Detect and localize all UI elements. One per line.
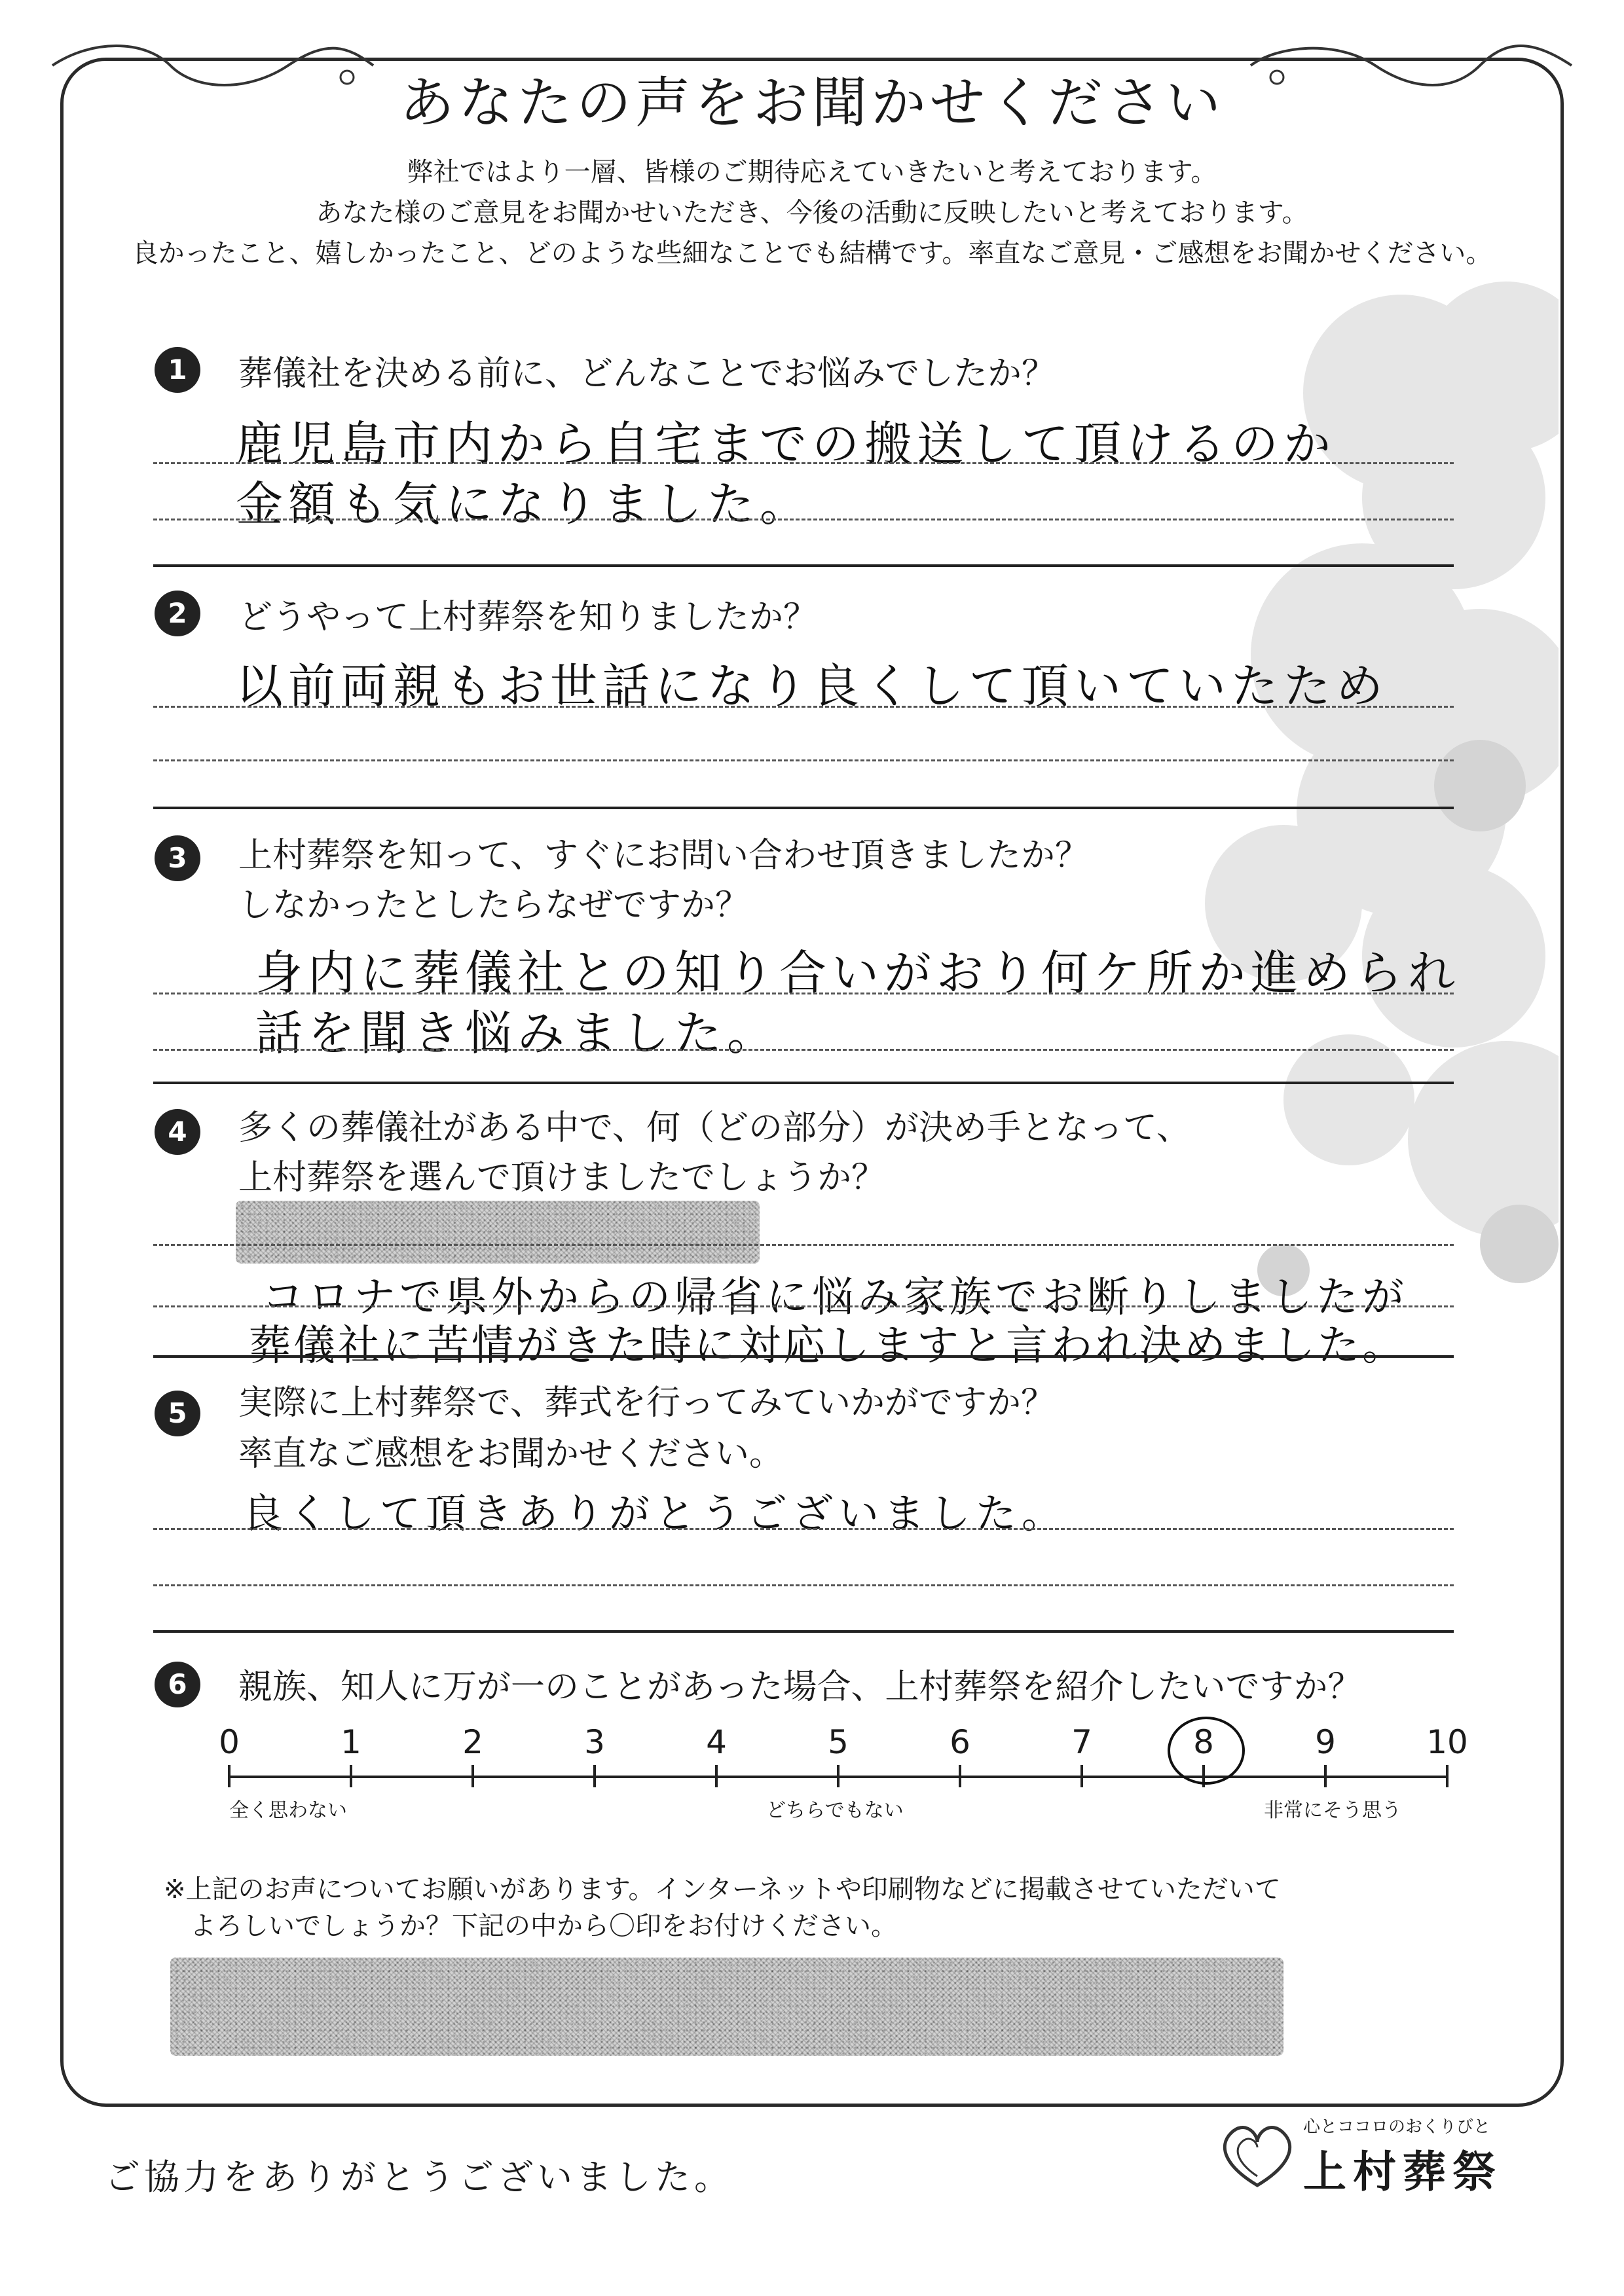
scale-tick (837, 1765, 840, 1787)
scale-tick (350, 1765, 352, 1787)
scale-tick (1080, 1765, 1083, 1787)
question-text: どうやって上村葬祭を知りましたか？ (238, 598, 818, 637)
question-number-badge: 5 (155, 1391, 200, 1436)
handwritten-answer: 鹿児島市内から自宅までの搬送して頂けるのか (236, 416, 1337, 471)
section-divider (153, 807, 1454, 809)
question-text: 多くの葬儀社がある中で、何（どの部分）が決め手となって、 (238, 1108, 1190, 1148)
scale-tick (959, 1765, 961, 1787)
handwritten-answer: 以前両親もお世話になり良くして頂いていたため (236, 659, 1389, 714)
question-number-badge: 6 (155, 1662, 200, 1707)
handwritten-answer: 話を聞き悩みました。 (255, 1006, 780, 1061)
scale-tick-label[interactable]: 1 (341, 1723, 361, 1761)
scale-tick-label[interactable]: 9 (1315, 1723, 1336, 1761)
handwritten-answer: コロナで県外からの帰省に悩み家族でお断りしましたが (262, 1273, 1408, 1322)
intro-line: あなた様のご意見をお聞かせいただき、今後の活動に反映したいと考えております。 (316, 198, 1308, 228)
scale-tick-label[interactable]: 10 (1426, 1723, 1468, 1761)
scale-tick (228, 1765, 231, 1787)
scale-tick (593, 1765, 596, 1787)
question-number-badge: 4 (155, 1109, 200, 1155)
heart-logo-icon (1218, 2120, 1297, 2192)
scale-tick-label[interactable]: 5 (828, 1723, 849, 1761)
section-divider (153, 564, 1454, 567)
page-title: あなたの声をお聞かせください (0, 59, 1624, 138)
answer-line (153, 1528, 1454, 1530)
recommendation-scale (219, 1723, 1468, 1866)
answer-line (153, 1049, 1454, 1051)
redacted-area (170, 1958, 1283, 2056)
publication-note (164, 1871, 1281, 1944)
note-line: ※上記のお声についてお願いがあります。インターネットや印刷物などに掲載させていただいて (164, 1874, 1281, 1904)
selected-score-circle (1168, 1717, 1245, 1785)
intro-line: 弊社ではより一層、皆様のご期待応えていきたいと考えております。 (407, 157, 1217, 187)
scale-tick-label[interactable]: 6 (950, 1723, 970, 1761)
logo-tagline: 心とココロのおくりびと (1303, 2117, 1491, 2137)
scale-label-low: 全く思わない (229, 1799, 347, 1822)
answer-line (153, 519, 1454, 520)
scale-label-mid: どちらでもない (766, 1799, 904, 1822)
scale-tick-label[interactable]: 2 (462, 1723, 483, 1761)
answer-line (153, 1584, 1454, 1586)
question-number-badge: 1 (155, 347, 200, 393)
scale-tick-label[interactable]: 0 (219, 1723, 240, 1761)
scale-tick-label[interactable]: 8 (1193, 1723, 1214, 1761)
handwritten-answer: 良くして頂きありがとうございました。 (242, 1489, 1068, 1537)
scale-tick-label[interactable]: 3 (584, 1723, 605, 1761)
handwritten-answer: 身内に葬儀社との知り合いがおり何ケ所か進められ (255, 945, 1461, 1000)
scale-tick (1324, 1765, 1327, 1787)
section-divider (153, 1630, 1454, 1633)
logo-name: 上村葬祭 (1303, 2147, 1502, 2197)
handwritten-answer: 葬儀社に苦情がきた時に対応しますと言われ決めました。 (249, 1322, 1407, 1370)
handwritten-answer: 金額も気になりました。 (236, 477, 813, 532)
scale-tick (715, 1765, 718, 1787)
intro-line: 良かったこと、嬉しかったこと、どのような些細なことでも結構です。率直なご意見・ご感想をお聞かせください。 (132, 238, 1492, 268)
answer-line (153, 1244, 1454, 1246)
question-text: 率直なご感想をお聞かせください。 (238, 1434, 784, 1474)
redacted-area (236, 1201, 760, 1264)
question-text: 葬儀社を決める前に、どんなことでお悩みでしたか？ (238, 354, 1056, 393)
thanks-message: ご協力をありがとうございました。 (105, 2157, 733, 2198)
question-text: 実際に上村葬祭で、葬式を行ってみていかがですか？ (238, 1383, 1055, 1423)
question-number-badge: 3 (155, 835, 200, 881)
answer-line (153, 759, 1454, 761)
scale-tick (1446, 1765, 1449, 1787)
answer-line (153, 706, 1454, 708)
question-text: 親族、知人に万が一のことがあった場合、上村葬祭を紹介したいですか？ (238, 1667, 1362, 1707)
section-divider (153, 1082, 1454, 1084)
note-line: よろしいでしょうか？下記の中から〇印をお付けください。 (190, 1911, 897, 1941)
answer-line (153, 462, 1454, 464)
question-number-badge: 2 (155, 591, 200, 636)
scale-label-high: 非常にそう思う (1264, 1799, 1401, 1822)
scale-tick (471, 1765, 474, 1787)
question-text: 上村葬祭を選んで頂けましたでしょうか？ (238, 1158, 886, 1197)
scale-tick-label[interactable]: 4 (706, 1723, 727, 1761)
company-logo (1218, 2113, 1559, 2198)
answer-line (153, 993, 1454, 994)
question-text: しなかったとしたらなぜですか？ (238, 886, 750, 925)
section-divider (153, 1355, 1454, 1358)
scale-tick-label[interactable]: 7 (1071, 1723, 1092, 1761)
question-text: 上村葬祭を知って、すぐにお問い合わせ頂きましたか？ (238, 836, 1089, 875)
answer-line (153, 1305, 1454, 1307)
